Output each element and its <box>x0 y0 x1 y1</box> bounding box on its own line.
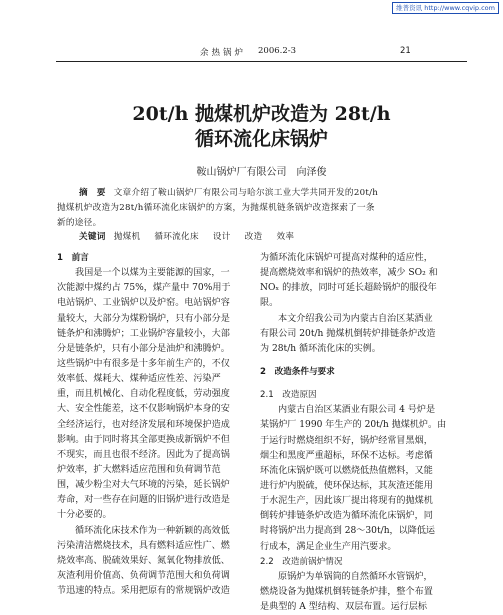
subsection-heading: 2.2 改造前锅炉情况 <box>260 556 343 567</box>
abstract-label: 摘 要 <box>79 188 106 198</box>
abstract-block <box>57 186 467 245</box>
left-column <box>57 251 255 599</box>
body-text-line: 本文介绍我公司为内蒙古自治区某酒业 <box>278 313 433 324</box>
keyword: 改造 <box>244 232 263 243</box>
body-text-line: NOₓ 的排放，同时可延长超龄锅炉的服役年 <box>260 283 437 294</box>
body-text-line: 不现实，而且也很不经济。因此为了提高锅 <box>57 449 230 460</box>
abstract-line-1 <box>57 186 467 201</box>
keyword: 循环流化床 <box>154 232 199 243</box>
keyword: 设计 <box>212 232 231 243</box>
section-heading: 1 前言 <box>57 253 89 263</box>
body-text-line: 分是链条炉，只有小部分是油炉和沸腾炉。 <box>57 343 230 354</box>
body-text-line: 电站锅炉、工业锅炉以及炉窑。电站锅炉容 <box>57 298 230 309</box>
body-text-line: 原锅炉为单锅筒的自然循环水管锅炉， <box>278 571 433 582</box>
body-text-line: 量较大，大部分为煤粉锅炉，只有小部分是 <box>57 313 230 324</box>
body-text-line: 环流化床锅炉既可以燃烧低热值燃料，又能 <box>260 465 433 476</box>
right-column <box>260 251 460 615</box>
body-text-line: 链条炉和沸腾炉；工业锅炉容量较小，大部 <box>57 328 230 339</box>
watermark-stamp: 维普资讯 http://www.cqvip.com <box>392 2 499 14</box>
body-text-line: 次能源中煤约占 75%，煤产量中 70%用于 <box>57 283 231 294</box>
body-text-line: 限。 <box>260 298 279 309</box>
body-text-line: 有限公司 20t/h 抛煤机倒转炉排链条炉改造 <box>260 328 436 339</box>
body-text-line: 节迅速的特点。采用把原有的常规锅炉改造 <box>57 586 230 597</box>
author-affiliation: 鞍山锅炉厂有限公司 向泽俊 <box>196 167 327 178</box>
body-text-line: 这些锅炉中有很多是十多年前生产的，不仅 <box>57 358 230 369</box>
running-head <box>0 44 503 60</box>
body-text-line: 进行炉内脱硫，使环保达标，其灰渣还能用 <box>260 480 433 491</box>
abstract-text: 文章介绍了鞍山锅炉厂有限公司与哈尔滨工业大学共同开发的20t/h <box>113 188 379 198</box>
body-text-line: 我国是一个以煤为主要能源的国家，一 <box>75 268 230 279</box>
abstract-line-2: 抛煤机炉改造为28t/h循环流化床锅炉的方案，为抛煤机链条锅炉改造探索了一条 <box>57 202 375 213</box>
body-text-line: 灰渣利用价值高、负荷调节范围大和负荷调 <box>57 570 230 581</box>
paragraph-gap <box>260 357 460 365</box>
body-text-line: 于水泥生产，因此该厂提出将现有的抛煤机 <box>260 496 433 507</box>
section-heading: 2 改造条件与要求 <box>260 366 335 377</box>
body-text-line: 倒转炉排链条炉改造为循环流化床锅炉，同 <box>260 511 433 522</box>
body-text-line: 循环流化床技术作为一种新颖的高效低 <box>75 525 230 536</box>
header-rule <box>56 61 467 62</box>
body-text-line: 围，减少粉尘对大气环境的污染，延长锅炉 <box>57 480 230 491</box>
body-text-line: 时将锅炉出力提高到 28～30t/h，以降低运 <box>260 526 436 537</box>
body-text-line: 为循环流化床锅炉可提高对煤种的适应性， <box>260 253 433 263</box>
page-number: 21 <box>400 46 411 56</box>
subsection-heading: 2.1 改造原因 <box>260 390 317 401</box>
body-text-line: 影响。由于同时将其全部更换成新锅炉不但 <box>57 434 230 445</box>
abstract-line-3: 新的途径。 <box>57 217 102 228</box>
body-text-line: 寿命，对一些存在问题的旧锅炉进行改造是 <box>57 495 230 506</box>
body-text-line: 重，而且机械化、自动化程度低，劳动强度 <box>57 389 230 400</box>
body-text-line: 于运行时燃烧组织不好，锅炉经常冒黑烟， <box>260 435 433 446</box>
body-text-line: 效率低、煤耗大、煤种适应性差、污染严 <box>57 374 221 385</box>
keyword: 抛煤机 <box>113 232 141 243</box>
body-text-line: 污染清洁燃烧技术，具有燃料适应性广、燃 <box>57 540 230 551</box>
body-text-line: 行成本，满足企业生产用汽要求。 <box>260 541 397 552</box>
body-text-line: 十分必要的。 <box>57 510 112 521</box>
paragraph-gap <box>260 380 460 388</box>
body-text-line: 大、安全性能差，这不仅影响锅炉本身的安 <box>57 404 230 415</box>
body-text-line: 内蒙古自治区某酒业有限公司 4 号炉是 <box>278 405 436 416</box>
body-text-line: 烟尘和黑度严重超标，环保不达标。考虑循 <box>260 450 433 461</box>
issue-number: 2006.2-3 <box>258 46 297 56</box>
journal-name: 余热锅炉 <box>200 48 247 58</box>
article-title-line-2: 循环流化床锅炉 <box>194 128 328 150</box>
keywords-line <box>57 230 467 245</box>
body-text-line: 某锅炉厂 1990 年生产的 20t/h 抛煤机炉。由 <box>260 420 447 431</box>
body-text-line: 为 28t/h 循环流化床的实例。 <box>260 343 381 354</box>
keywords-label: 关键词 <box>79 232 106 243</box>
body-text-line: 烧效率高、脱硫效果好、氮氧化物排放低、 <box>57 555 230 566</box>
body-text-line: 提高燃烧效率和锅炉的热效率，减少 SO₂ 和 <box>260 268 438 279</box>
body-text-line: 是典型的 A 型结构、双层布置。运行层标 <box>260 602 427 613</box>
body-text-line: 炉效率，扩大燃料适应范围和负荷调节范 <box>57 464 221 475</box>
body-text-line: 燃烧设备为抛煤机倒转链条炉排，整个布置 <box>260 586 433 597</box>
body-text-line: 全经济运行，也对经济发展和环境保护造成 <box>57 419 230 430</box>
keyword: 效率 <box>276 232 295 243</box>
article-title-line-1: 20t/h 抛煤机炉改造为 28t/h <box>132 103 391 125</box>
